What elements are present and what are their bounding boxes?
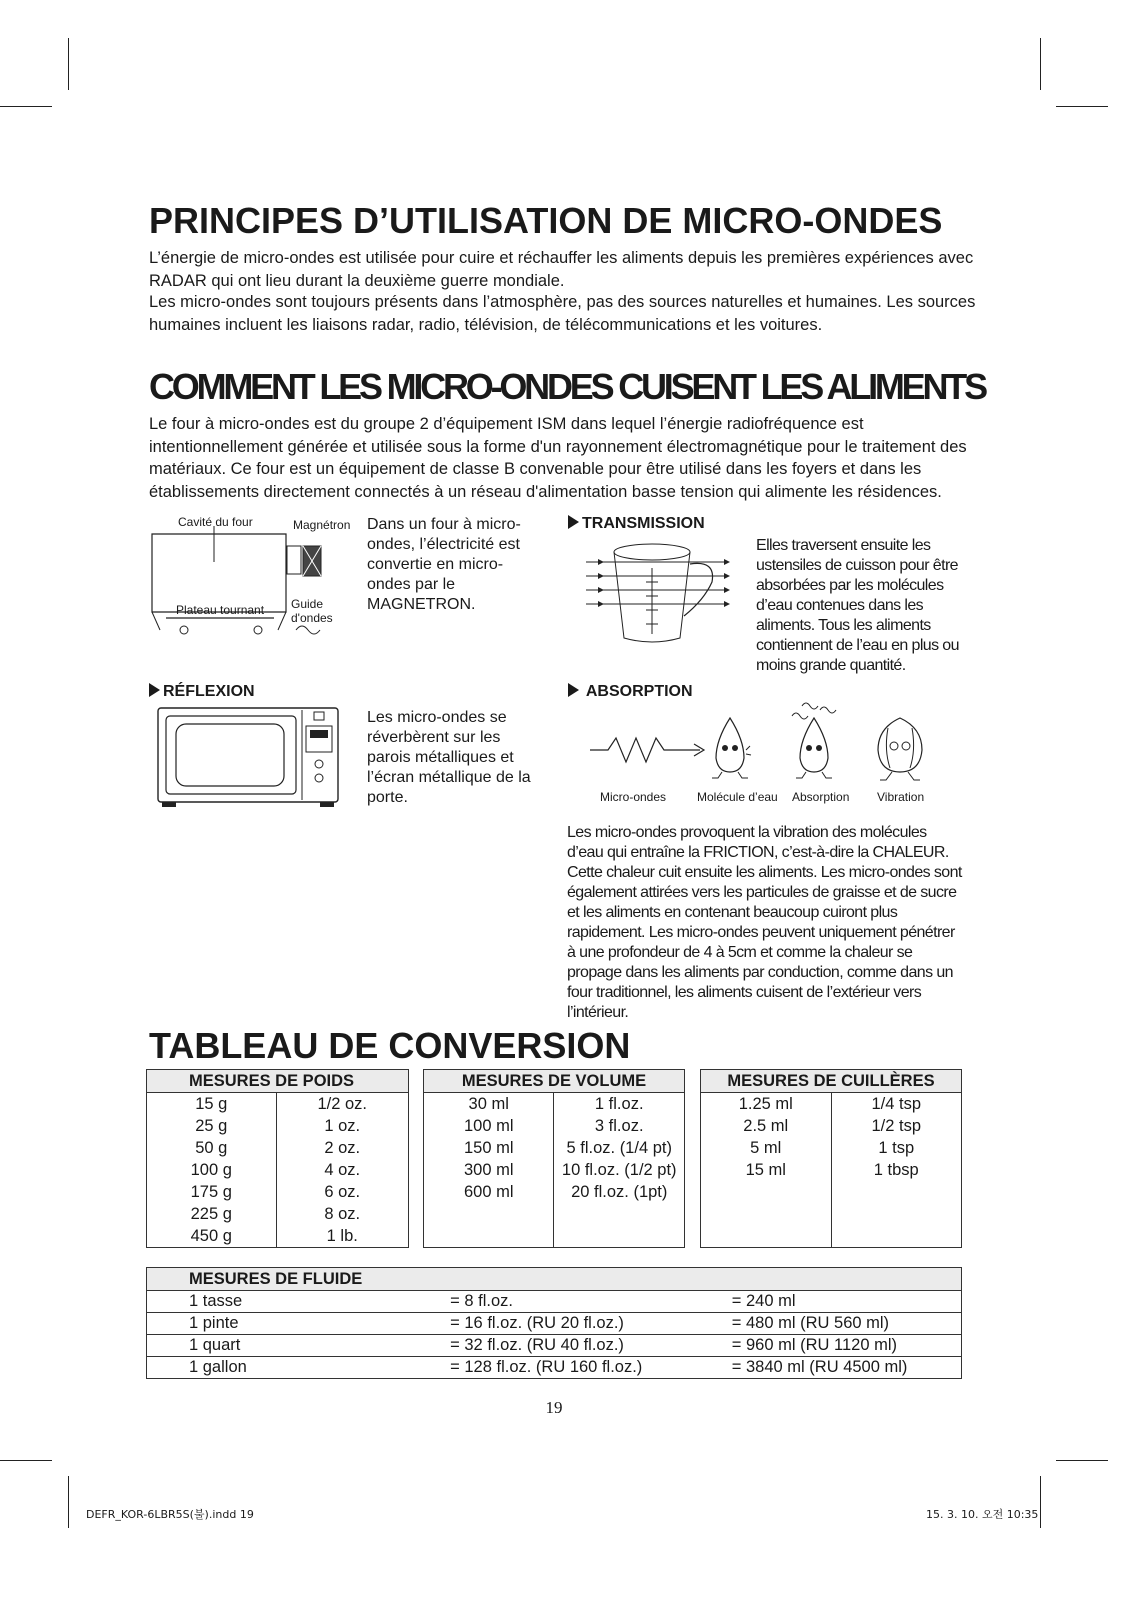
label-waveguide-2: d'ondes [291,611,333,625]
weights-table [146,1069,409,1248]
table-cell [701,1225,832,1248]
table-cell [701,1181,832,1203]
section-title-principes: PRINCIPES D’UTILISATION DE MICRO-ONDES [149,200,943,241]
table-cell: 2.5 ml [701,1115,832,1137]
table-cell: 1 tasse [147,1291,451,1313]
table-cell: 6 oz. [276,1181,408,1203]
table-cell: = 3840 ml (RU 4500 ml) [732,1357,962,1379]
table-cell: 225 g [147,1203,277,1225]
table-cell [831,1203,962,1225]
table-cell: = 480 ml (RU 560 ml) [732,1313,962,1335]
footer-timestamp: 15. 3. 10. 오전 10:35 [926,1508,1039,1521]
table-cell [701,1203,832,1225]
section-title-comment: COMMENT LES MICRO-ONDES CUISENT LES ALIMENTS [149,366,985,407]
fluid-header: MESURES DE FLUIDE [147,1268,962,1291]
label-micro-ondes: Micro-ondes [600,790,667,804]
table-cell: = 32 fl.oz. (RU 40 fl.oz.) [450,1335,732,1357]
table-cell: 1/2 tsp [831,1115,962,1137]
crop-mark [68,1476,69,1528]
label-vibration: Vibration [877,790,925,804]
table-cell: 1/2 oz. [276,1093,408,1116]
spoons-table [700,1069,962,1248]
section-title-conversion: TABLEAU DE CONVERSION [149,1025,631,1066]
table-cell: 1 tbsp [831,1159,962,1181]
table-cell [831,1225,962,1248]
weights-header: MESURES DE POIDS [147,1070,409,1093]
table-cell: 150 ml [424,1137,554,1159]
table-cell: = 240 ml [732,1291,962,1313]
table-cell [424,1225,554,1248]
triangle-bullet-icon [568,515,579,529]
fluid-table [146,1267,962,1379]
transmission-title: TRANSMISSION [582,515,705,532]
table-cell: 5 ml [701,1137,832,1159]
table-cell [831,1181,962,1203]
absorption-title: ABSORPTION [585,683,693,700]
table-cell: 2 oz. [276,1137,408,1159]
label-absorption: Absorption [792,790,850,804]
table-cell [554,1203,685,1225]
crop-mark [0,106,52,107]
measuring-cup-drawing [584,538,744,650]
table-cell [424,1203,554,1225]
table-cell: = 8 fl.oz. [450,1291,732,1313]
table-cell: 175 g [147,1181,277,1203]
crop-mark [1040,38,1041,90]
table-cell: 100 ml [424,1115,554,1137]
table-cell: 20 fl.oz. (1pt) [554,1181,685,1203]
table-cell: 1 tsp [831,1137,962,1159]
label-turntable: Plateau tournant [176,603,265,617]
table-cell: 1 lb. [276,1225,408,1248]
table-cell: 1 fl.oz. [554,1093,685,1116]
table-cell: 450 g [147,1225,277,1248]
intro-paragraph-2: Les micro-ondes sont toujours présents dans l’atmosphère, pas des sources naturelles et humaines. Les sources humaines incluent les liaisons radar, radio, télévision, de télécommunications et les voitures. [149,293,976,334]
ism-paragraph: Le four à micro-ondes est du groupe 2 d’équipement ISM dans lequel l’énergie radiofréquence est intentionnellement générée et utilisée sous la forme d'un rayonnement électromagnétique pour le traitement des matériaux. Ce four est un équipement de classe B convenable pour être utilisé dans les foyers et dans les établissements directement connectés à un réseau d'alimentation basse tension qui alimente les résidences. [149,415,967,501]
absorption-text: Les micro-ondes provoquent la vibration des molécules d’eau qui entraîne la FRICTION, c’est-à-dire la CHALEUR. Cette chaleur cuit ensuite les aliments. Les micro-ondes sont également attirées vers les particules de graisse et de sucre et les aliments en contenant beaucoup cuiront plus rapidement. Les micro-ondes peuvent uniquement pénétrer à une profondeur de 4 à 5cm et comme la chaleur se propage dans les aliments par conduction, comme dans un four traditionnel, les aliments cuisent de l’extérieur vers l’intérieur. [567,824,962,1021]
table-cell: 15 ml [701,1159,832,1181]
table-cell: 15 g [147,1093,277,1116]
label-waveguide-1: Guide [291,597,324,611]
reflexion-title: RÉFLEXION [163,683,255,700]
table-cell: 50 g [147,1137,277,1159]
oven-cavity-diagram [146,512,366,642]
volume-table [423,1069,685,1248]
table-cell: 3 fl.oz. [554,1115,685,1137]
microwave-oven-illustration [156,706,342,810]
page-number: 19 [545,1398,563,1417]
table-cell: 5 fl.oz. (1/4 pt) [554,1137,685,1159]
table-cell: 4 oz. [276,1159,408,1181]
table-cell: 1 gallon [147,1357,451,1379]
crop-mark [0,1460,52,1461]
table-cell: 1 oz. [276,1115,408,1137]
crop-mark [1056,106,1108,107]
table-cell: 10 fl.oz. (1/2 pt) [554,1159,685,1181]
absorption-drawing [588,700,938,786]
table-cell: 1.25 ml [701,1093,832,1116]
table-cell: 1 pinte [147,1313,451,1335]
crop-mark [68,38,69,90]
spoons-header: MESURES DE CUILLÈRES [701,1070,962,1093]
label-oven-cavity: Cavité du four [178,515,253,529]
table-cell: 100 g [147,1159,277,1181]
table-cell: 8 oz. [276,1203,408,1225]
absorption-diagram [588,700,938,786]
table-cell: 30 ml [424,1093,554,1116]
table-cell: 25 g [147,1115,277,1137]
triangle-bullet-icon [568,683,579,697]
table-cell: 1 quart [147,1335,451,1357]
table-cell: 600 ml [424,1181,554,1203]
crop-mark [1040,1476,1041,1528]
microwave-oven-drawing [156,706,342,810]
footer-file-info: DEFR_KOR-6LBR5S(불).indd 19 [86,1508,254,1521]
transmission-diagram [584,538,744,650]
reflexion-heading [149,683,255,701]
intro-paragraph-1: L’énergie de micro-ondes est utilisée pour cuire et réchauffer les aliments depuis les premières expériences avec RADAR qui ont lieu durant la deuxième guerre mondiale. [149,249,974,290]
crop-mark [1056,1460,1108,1461]
table-cell: = 128 fl.oz. (RU 160 fl.oz.) [450,1357,732,1379]
label-molecule-eau: Molécule d’eau [697,790,778,804]
volume-header: MESURES DE VOLUME [424,1070,685,1093]
transmission-text: Elles traversent ensuite les ustensiles de cuisson pour être absorbées par les molécules d’eau contenues dans les aliments. Tous les aliments contiennent de l’eau en plus ou moins grande quantité. [756,537,959,674]
table-cell [554,1225,685,1248]
label-magnetron: Magnétron [293,518,351,532]
table-cell: 300 ml [424,1159,554,1181]
transmission-heading [568,515,705,533]
table-cell: = 16 fl.oz. (RU 20 fl.oz.) [450,1313,732,1335]
triangle-bullet-icon [149,683,160,697]
magnetron-text: Dans un four à micro-ondes, l’électricité est convertie en micro-ondes par le MAGNETRON. [367,516,521,613]
absorption-heading [568,683,693,701]
table-cell: = 960 ml (RU 1120 ml) [732,1335,962,1357]
table-cell: 1/4 tsp [831,1093,962,1116]
reflexion-text: Les micro-ondes se réverbèrent sur les parois métalliques et l’écran métallique de la porte. [367,709,531,806]
